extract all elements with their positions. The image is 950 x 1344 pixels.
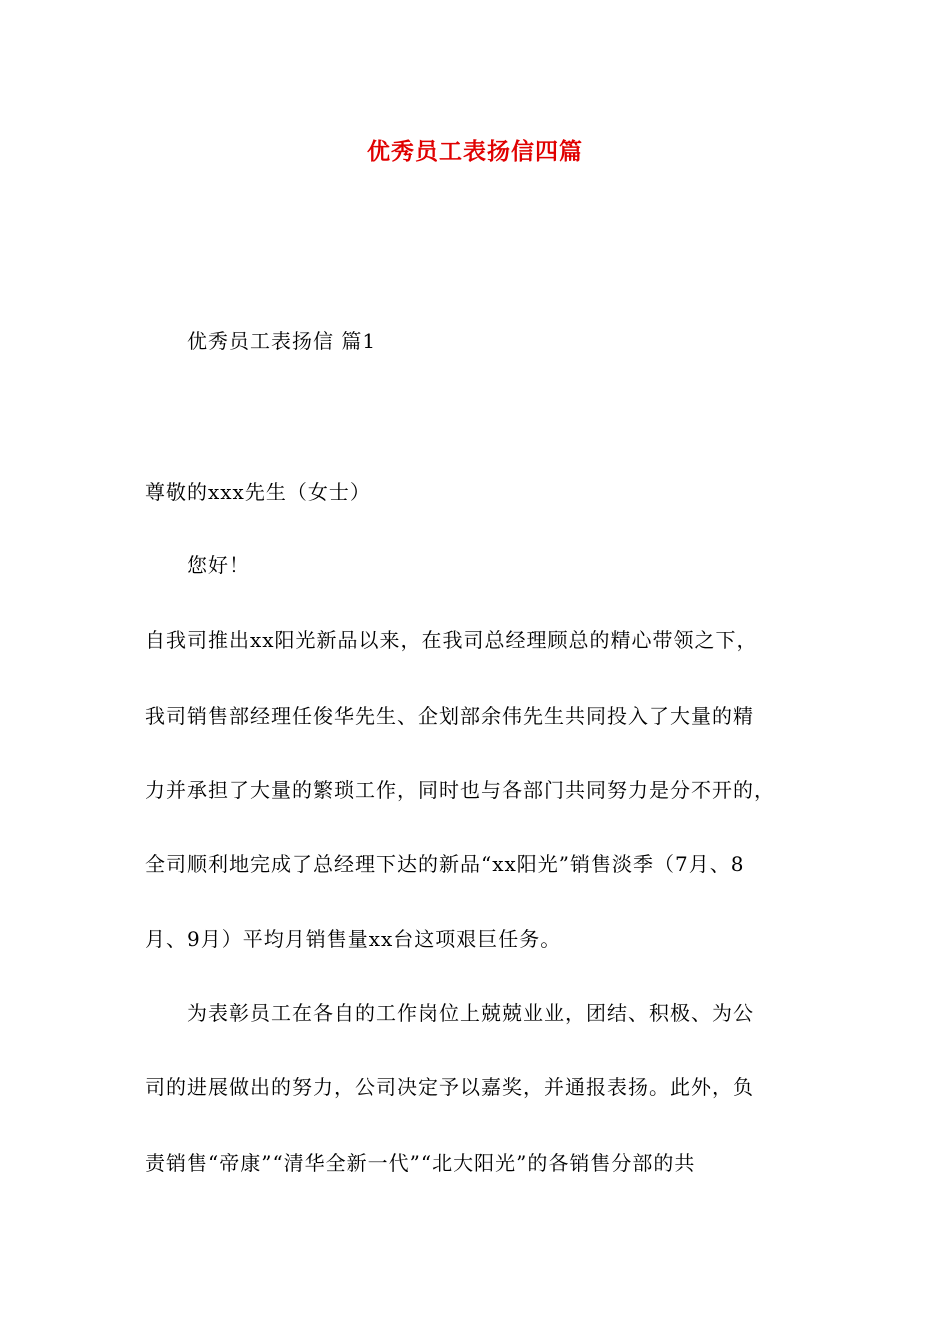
- paragraph-line: 自我司推出xx阳光新品以来，在我司总经理顾总的精心带领之下，: [145, 628, 758, 652]
- paragraph-line: 责销售“帝康”“清华全新一代”“北大阳光”的各销售分部的共: [145, 1151, 696, 1175]
- paragraph-line: 月、9月）平均月销售量xx台这项艰巨任务。: [145, 927, 562, 951]
- paragraph-line: 我司销售部经理任俊华先生、企划部余伟先生共同投入了大量的精: [145, 704, 754, 728]
- document-title: 优秀员工表扬信四篇: [367, 139, 583, 165]
- salutation: 尊敬的xxx先生（女士）: [145, 480, 371, 504]
- paragraph-line: 为表彰员工在各自的工作岗位上兢兢业业，团结、积极、为公: [187, 1001, 754, 1025]
- section-heading: 优秀员工表扬信 篇1: [187, 329, 377, 353]
- paragraph-line: 全司顺利地完成了总经理下达的新品“xx阳光”销售淡季（7月、8: [145, 852, 745, 876]
- paragraph-line: 力并承担了大量的繁琐工作，同时也与各部门共同努力是分不开的，: [145, 778, 775, 802]
- greeting: 您好！: [187, 553, 250, 577]
- paragraph-line: 司的进展做出的努力，公司决定予以嘉奖，并通报表扬。此外，负: [145, 1075, 754, 1099]
